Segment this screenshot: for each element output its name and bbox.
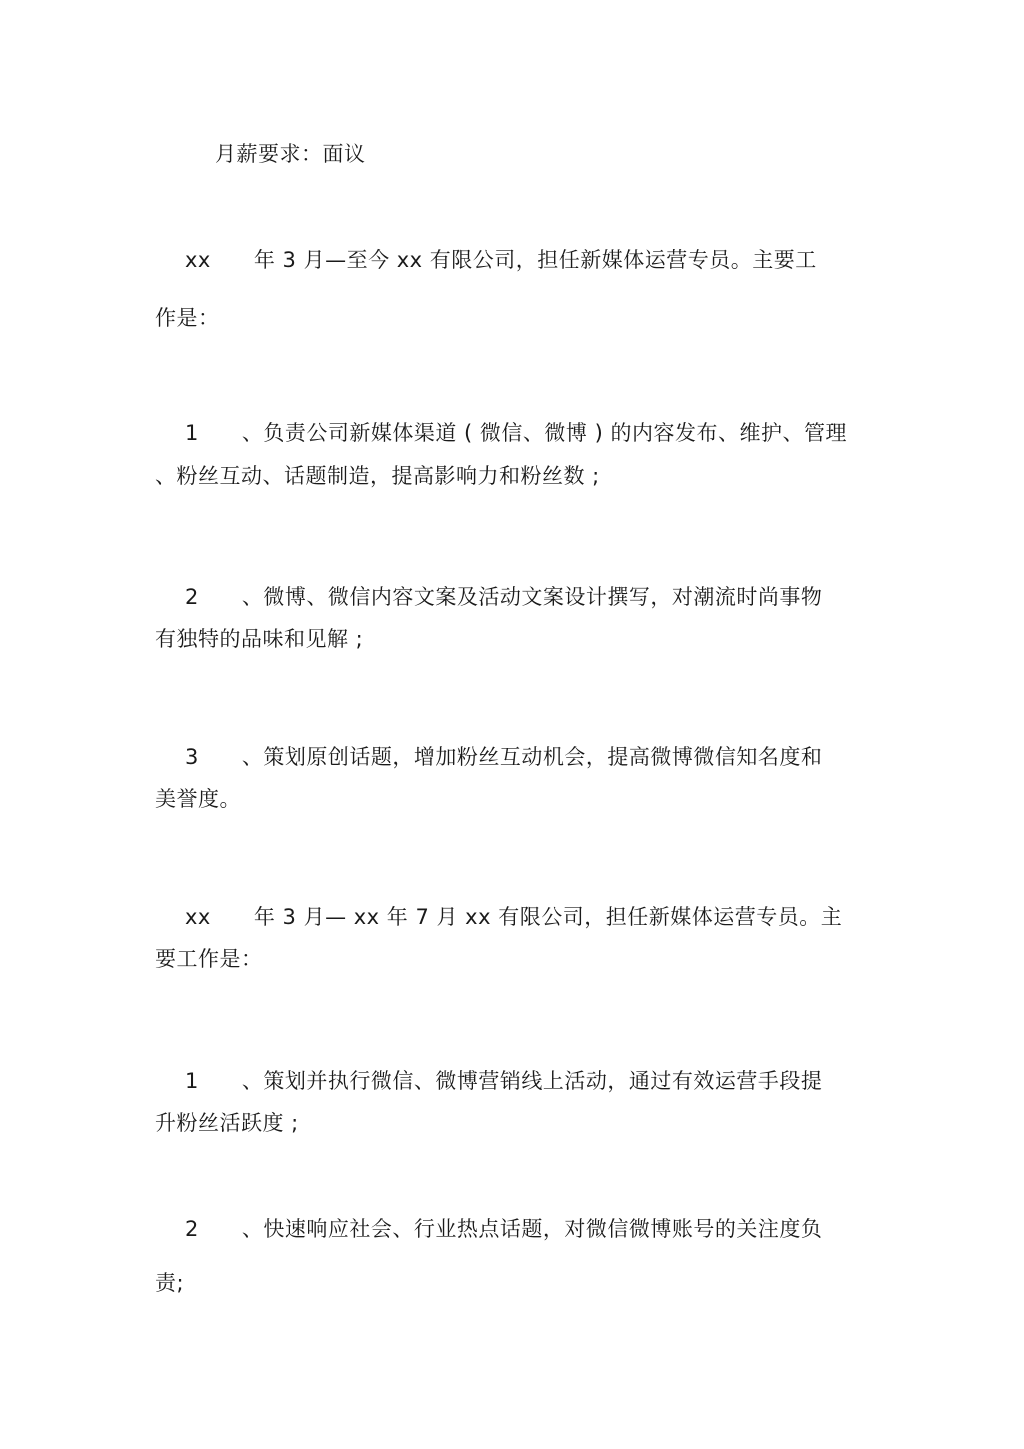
job1-item2-line2: 有独特的品味和见解 ; [155,627,364,651]
job2-header-line2: 要工作是： [155,947,263,971]
job2-item1-line1: 1 、策划并执行微信、微博营销线上活动，通过有效运营手段提 [185,1069,823,1093]
job1-item1-line2: 、粉丝互动、话题制造，提高影响力和粉丝数 ; [155,464,600,488]
job1-header-line1: xx 年 3 月—至今 xx 有限公司，担任新媒体运营专员。主要工 [185,248,817,272]
job2-header-line1: xx 年 3 月— xx 年 7 月 xx 有限公司，担任新媒体运营专员。主 [185,905,843,929]
job2-item2-line2: 责; [155,1271,185,1295]
job1-item3-line2: 美誉度。 [155,787,241,811]
job1-item3-line1: 3 、策划原创话题，增加粉丝互动机会，提高微博微信知名度和 [185,745,823,769]
job1-item1-line1: 1 、负责公司新媒体渠道 ( 微信、微博 ) 的内容发布、维护、管理 [185,421,847,445]
job2-item2-line1: 2 、快速响应社会、行业热点话题，对微信微博账号的关注度负 [185,1217,823,1241]
job1-header-line2: 作是： [155,306,220,330]
job1-item2-line1: 2 、微博、微信内容文案及活动文案设计撰写，对潮流时尚事物 [185,585,823,609]
salary-line: 月薪要求：面议 [215,142,366,166]
job2-item1-line2: 升粉丝活跃度 ; [155,1111,299,1135]
